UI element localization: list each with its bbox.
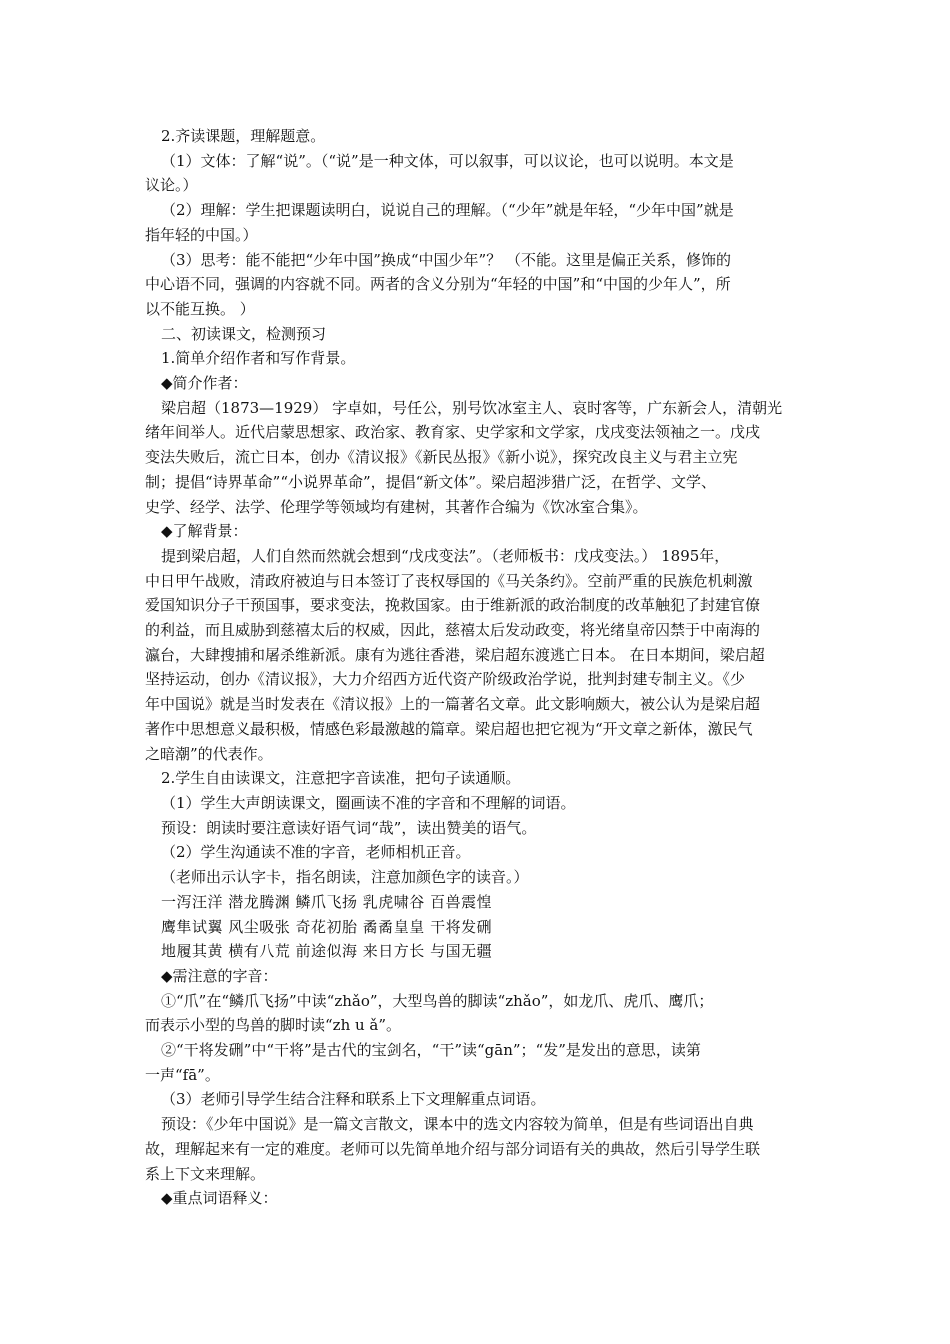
text-line: 一泻汪洋 潜龙腾渊 鳞爪飞扬 乳虎啸谷 百兽震惶 (161, 892, 493, 911)
text-line: 梁启超（1873—1929） 字卓如，号任公，别号饮冰室主人、哀时客等，广东新会人，清朝光 (161, 398, 783, 417)
text-line: （1）文体：了解“说”。（“说”是一种文体，可以叙事，可以议论，也可以说明。本文是 (161, 151, 734, 170)
text-line: 2.学生自由读课文，注意把字音读准，把句子读通顺。 (161, 769, 521, 788)
paragraph (145, 544, 807, 766)
text-line: 故，理解起来有一定的难度。老师可以先简单地介绍与部分词语有关的典故，然后引导学生联 (145, 1139, 761, 1158)
text-line: （3）思考：能不能把“少年中国”换成“中国少年”？ （不能。这里是偏正关系，修饰的 (161, 250, 731, 269)
text-line: 提到梁启超，人们自然而然就会想到“戊戌变法”。（老师板书：戊戌变法。） 1895年， (161, 546, 730, 565)
paragraph (145, 816, 807, 841)
text-line: 以不能互换。 ） (145, 299, 255, 318)
paragraph (145, 766, 807, 791)
text-line: ①“爪”在“鳞爪飞扬”中读“zhǎo”，大型鸟兽的脚读“zhǎo”，如龙爪、虎爪、鹰爪； (161, 991, 714, 1010)
text-line: ◆简介作者： (161, 374, 248, 393)
paragraph (145, 519, 807, 544)
text-line: ◆重点词语释义： (161, 1189, 278, 1208)
paragraph (145, 939, 807, 964)
text-line: 二、初读课文，检测预习 (161, 324, 327, 343)
text-line: （3）老师引导学生结合注释和联系上下文理解重点词语。 (161, 1090, 546, 1109)
paragraph (145, 989, 807, 1038)
text-line: 中心语不同，强调的内容就不同。两者的含义分别为“年轻的中国”和“中国的少年人”，所 (145, 275, 731, 294)
document-body (145, 124, 807, 1211)
text-line: ◆需注意的字音： (161, 966, 278, 985)
text-line: 制；提倡“诗界革命”“小说界革命”，提倡“新文体”。梁启超涉猎广泛，在哲学、文学、 (145, 472, 717, 491)
text-line: 2.齐读课题，理解题意。 (161, 127, 326, 145)
text-line: 预设：朗读时要注意读好语气词“哉”，读出赞美的语气。 (161, 818, 537, 837)
text-line: 著作中思想意义最积极，情感色彩最激越的篇章。梁启超也把它视为“开文章之新体，激民气 (145, 719, 753, 738)
text-line: ◆了解背景： (161, 522, 248, 541)
paragraph (145, 346, 807, 371)
paragraph (145, 964, 807, 989)
paragraph (145, 840, 807, 865)
text-line: 的利益，而且威胁到慈禧太后的权威，因此，慈禧太后发动政变，将光绪皇帝囚禁于中南海的 (145, 621, 761, 640)
text-line: （2）理解：学生把课题读明白，说说自己的理解。（“少年”就是年轻，“少年中国”就是 (161, 201, 734, 220)
text-line: 指年轻的中国。） (145, 225, 258, 244)
paragraph (145, 124, 807, 149)
text-line: 绪年间举人。近代启蒙思想家、政治家、教育家、史学家和文学家，戊戌变法领袖之一。戊戌 (145, 423, 761, 442)
text-line: 议论。） (145, 176, 198, 195)
text-line: （2）学生沟通读不准的字音，老师相机正音。 (161, 843, 471, 862)
text-line: 系上下文来理解。 (145, 1164, 266, 1183)
paragraph (145, 1112, 807, 1186)
paragraph (145, 890, 807, 915)
text-line: 地履其黄 横有八荒 前途似海 来日方长 与国无疆 (161, 942, 493, 961)
paragraph (145, 791, 807, 816)
paragraph (145, 149, 807, 198)
paragraph (145, 396, 807, 520)
paragraph (145, 1087, 807, 1112)
text-line: ②“干将发硎”中“干将”是古代的宝剑名，“干”读“gān”；“发”是发出的意思，读第 (161, 1041, 701, 1060)
text-line: 年中国说》就是当时发表在《清议报》上的一篇著名文章。此文影响颇大，被公认为是梁启超 (145, 695, 761, 714)
paragraph (145, 865, 807, 890)
text-line: 变法失败后，流亡日本，创办《清议报》《新民丛报》《新小说》，探究改良主义与君主立宪 (145, 448, 738, 467)
text-line: 坚持运动，创办《清议报》，大力介绍西方近代资产阶级政治学说，批判封建专制主义。《少 (145, 670, 746, 689)
paragraph (145, 248, 807, 322)
paragraph (145, 915, 807, 940)
text-line: 瀛台，大肆搜捕和屠杀维新派。康有为逃往香港，梁启超东渡逃亡日本。 在日本期间，梁启超 (145, 645, 765, 664)
paragraph (145, 1038, 807, 1087)
paragraph (145, 198, 807, 247)
text-line: 而表示小型的鸟兽的脚时读“zh u ǎ”。 (145, 1016, 402, 1035)
text-line: 1.简单介绍作者和写作背景。 (161, 349, 356, 368)
text-line: （1）学生大声朗读课文，圈画读不准的字音和不理解的词语。 (161, 793, 576, 812)
paragraph (145, 371, 807, 396)
text-line: 中日甲午战败，清政府被迫与日本签订了丧权辱国的《马关条约》。空前严重的民族危机刺激 (145, 571, 753, 590)
paragraph (145, 1186, 807, 1211)
text-line: 一声“fā”。 (145, 1065, 220, 1084)
text-line: 之暗潮”的代表作。 (145, 744, 273, 763)
paragraph (145, 322, 807, 347)
text-line: （老师出示认字卡，指名朗读，注意加颜色字的读音。） (161, 868, 529, 887)
text-line: 爱国知识分子干预国事，要求变法，挽救国家。由于维新派的政治制度的改革触犯了封建官僚 (145, 596, 761, 615)
text-line: 鹰隼试翼 风尘吸张 奇花初胎 矞矞皇皇 干将发硎 (161, 917, 493, 936)
text-line: 预设：《少年中国说》是一篇文言散文，课本中的选文内容较为简单，但是有些词语出自典 (161, 1115, 754, 1134)
text-line: 史学、经学、法学、伦理学等领域均有建树，其著作合编为《饮冰室合集》。 (145, 497, 648, 516)
